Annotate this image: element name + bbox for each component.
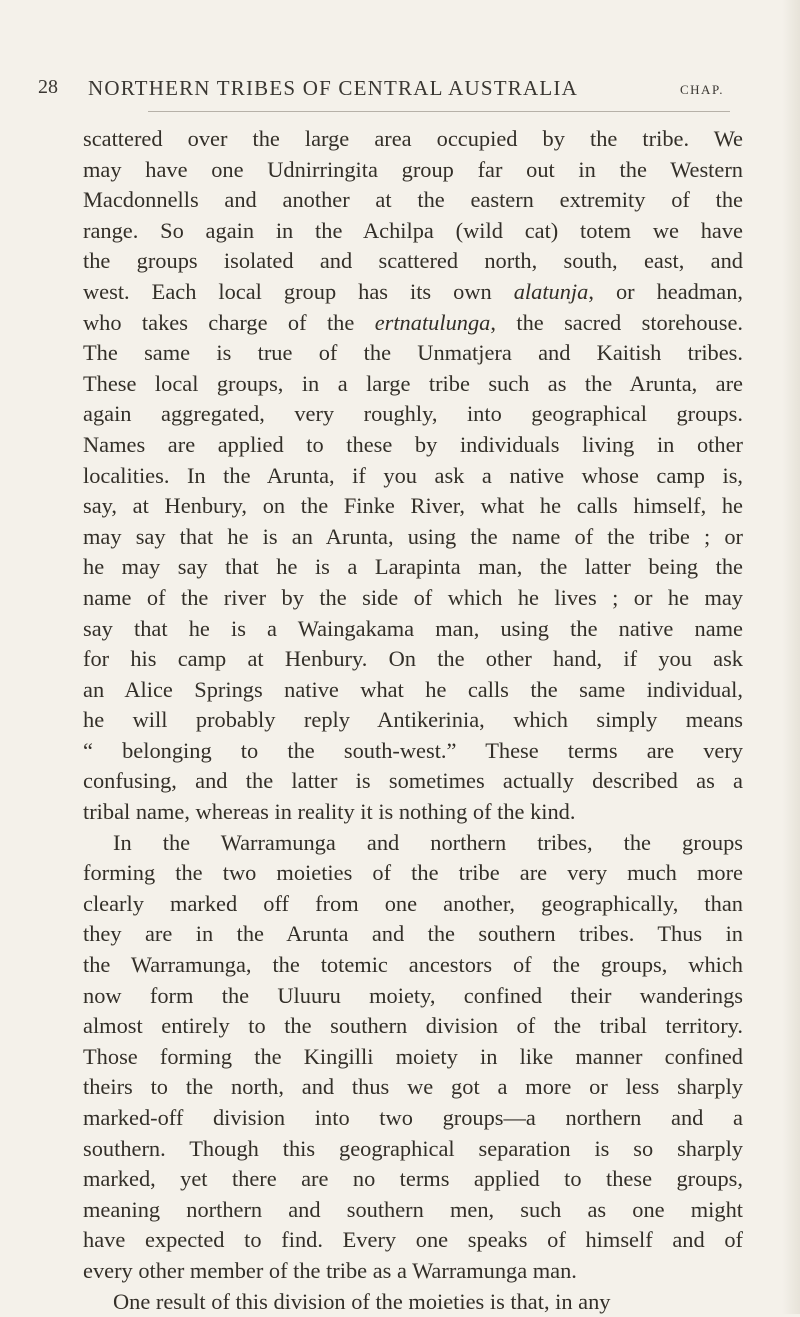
page-number: 28 [38,76,58,98]
text-line-with-italic [83,308,743,339]
text-line-paragraph-end: tribal name, whereas in reality it is nothing of the kind. [83,799,576,825]
text-line-paragraph-start: In the Warramunga and northern tribes, the groups [113,829,743,855]
text-line: localities. In the Arunta, if you ask a native whose camp is, [83,462,743,488]
text-line: forming the two moieties of the tribe are very much more [83,860,743,886]
text-line: “ belonging to the south-west.” These terms are very [83,737,743,763]
italic-term-ertnatulunga: ertnatulunga [374,309,491,335]
text-line: he will probably reply Antikerinia, which simply means [83,707,743,733]
text-line: scattered over the large area occupied by the tribe. We [83,126,743,151]
text-line: clearly marked off from one another, geographically, than [83,890,743,916]
text-line-paragraph-start: One result of this division of the moieties is that, in any [113,1288,611,1314]
text-line: These local groups, in a large tribe such as the Arunta, are [83,370,743,396]
text-line: the Warramunga, the totemic ancestors of the groups, which [83,952,743,978]
running-title: NORTHERN TRIBES OF CENTRAL AUSTRALIA [88,76,578,100]
text-line: theirs to the north, and thus we got a more or less sharply [83,1074,743,1100]
text-fragment: west. Each local group has its own [83,278,514,304]
text-line: the groups isolated and scattered north, south, east, and [83,248,743,274]
text-line: range. So again in the Achilpa (wild cat) totem we have [83,217,743,243]
text-line: The same is true of the Unmatjera and Kaitish tribes. [83,340,743,366]
text-line: for his camp at Henbury. On the other hand, if you ask [83,646,743,672]
header-rule [148,111,730,112]
text-fragment: who takes charge of the [83,309,375,335]
text-line-paragraph-end: every other member of the tribe as a Warramunga man. [83,1257,577,1283]
text-fragment: , the sacred storehouse. [490,309,743,335]
text-fragment: , or headman, [588,278,744,304]
body-text [83,124,743,1317]
chapter-abbreviation: CHAP. [680,82,724,97]
text-line-with-italic [83,277,743,308]
text-line: marked, yet there are no terms applied to these groups, [83,1166,743,1192]
running-head [38,66,750,100]
text-line: say that he is a Waingakama man, using the native name [83,615,743,641]
text-line: Those forming the Kingilli moiety in like manner confined [83,1043,743,1069]
text-line: they are in the Arunta and the southern tribes. Thus in [83,921,743,947]
text-line: an Alice Springs native what he calls the same individual, [83,676,743,702]
text-line: meaning northern and southern men, such as one might [83,1196,743,1222]
text-line: southern. Though this geographical separation is so sharply [83,1135,743,1161]
italic-term-alatunja: alatunja [513,278,589,304]
text-line: he may say that he is a Larapinta man, the latter being the [83,554,743,580]
text-line: now form the Uluuru moiety, confined their wanderings [83,982,743,1008]
text-line: Names are applied to these by individuals living in other [83,431,743,457]
text-line: confusing, and the latter is sometimes actually described as a [83,768,743,794]
text-line: Macdonnells and another at the eastern extremity of the [83,187,743,213]
text-line: say, at Henbury, on the Finke River, what he calls himself, he [83,493,743,519]
text-line: have expected to find. Every one speaks of himself and of [83,1227,743,1253]
text-line: may say that he is an Arunta, using the name of the tribe ; or [83,523,743,549]
text-line: again aggregated, very roughly, into geographical groups. [83,401,743,427]
page-edge-shadow [782,0,800,1314]
text-line: may have one Udnirringita group far out in the Western [83,156,743,182]
text-line: name of the river by the side of which he lives ; or he may [83,584,743,610]
text-line: marked-off division into two groups—a northern and a [83,1105,743,1130]
text-line: almost entirely to the southern division of the tribal territory. [83,1013,743,1039]
